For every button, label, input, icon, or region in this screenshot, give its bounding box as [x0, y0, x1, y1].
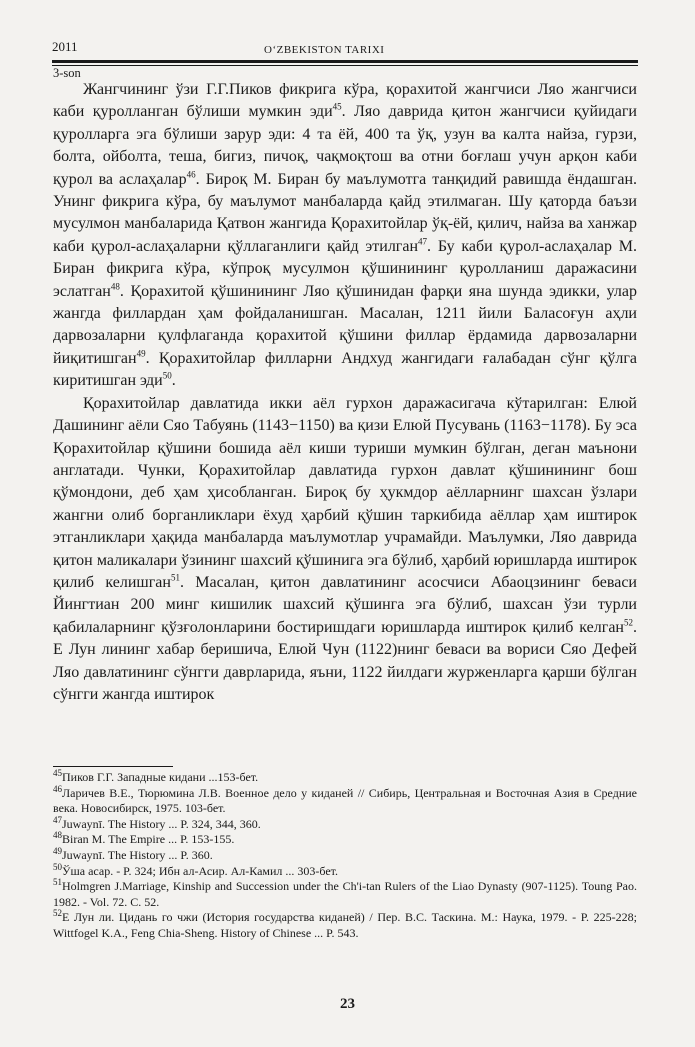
body-paragraph: Қорахитойлар давлатида икки аёл гурхон даражасигача кўтарилган: Елюй Дашининг аёли Сяо Табуянь (1143−1150) ва қизи Елюй Пусувань (1163−1178). Бу эса Қорахитойлар қўшини бошида аёл киши туриши мумкин бўлган, деган маънони англатади. Чунки, Қорахитойлар давлатида гурхон давлат қўшинининг бош қўмондони, деб ҳам ҳисобланган. Бироқ бу ҳукмдор аёлларнинг шахсан ўзлари жангни олиб борганликлари ёхуд ҳарбий қўшин таркибида аёллар ҳам иштирок этганликлари ҳақида манбаларда маълумотлар учрамайди. Маълумки, Ляо даврида қитон маликалари ўзининг шахсий қўшинига эга бўлиб, ҳарбий юришларда иштирок қилиб келишган$^{51}$. Масалан, қитон давлатининг асосчиси Абаоцзининг беваси Йингтиан 200 минг кишилик шахсий қўшинга эга бўлиб, шахсан ўзи турли қабилаларнинг қўзғолонларини бостиришдаги юришларда иштирок қилиб келган$^{52}$. Е Лун лининг хабар беришича, Елюй Чун (1122)нинг беваси ва вориси Сяо Дефей Ляо давлатининг сўнгги даврларида, яъни, 1122 йилдаги журженларга қарши бўлган сўнгги жангда иштирок	[53, 394, 637, 703]
footnote-number: 52	[53, 908, 62, 919]
page-number: 23	[340, 996, 355, 1012]
footnote-item: $^{49}$Juwaynī. The History ... P. 360.	[53, 845, 213, 862]
footnote-number: 50	[53, 861, 62, 872]
body-paragraph: Жангчининг ўзи Г.Г.Пиков фикрига кўра, қорахитой жангчиси Ляо жангчиси каби қуролланган бўлиши мумкин эди$^{45}$. Ляо даврида қитон жангчиси қуйидаги қуролларга эга бўлиши зарур эди: 4 та ёй, 400 та ўқ, узун ва калта найза, гурзи, болта, ойболта, теша, бигиз, пичоқ, чақмоқтош ва отни боғлаш учун арқон каби қурол ва аслаҳалар$^{46}$. Бироқ М. Биран бу маълумотга танқидий равишда ёндашган. Унинг фикрига кўра, бу маълумот манбаларда қайд этилмаган. Шу қаторда баъзи мусулмон манбаларида Қатвон жангида Қорахитойлар ўқ-ёй, қилич, найза ва ханжар каби қурол-аслаҳаларни қўллаганлиги қайд этилган$^{47}$. Бу каби қурол-аслаҳалар М. Биран фикрига кўра, кўпроқ мусулмон қўшинининг қуролланиш даражасини эслатган$^{48}$. Қорахитой қўшинининг Ляо қўшинидан фарқи яна шунда эдикки, улар жангда филлардан ҳам фойдаланишган. Масалан, 1211 йили Баласоғун аҳли дарвозаларни қулфлаганда қорахитой қўшини филлар ёрдамида дарвозаларни йиқитишган$^{49}$. Қорахитойлар филларни Андхуд жангидаги ғалабадан сўнг қўлга киритишган эди$^{50}$.	[53, 81, 638, 390]
footnote-item: $^{48}$Biran M. The Empire ... P. 153-155.	[53, 830, 235, 847]
footnote-item: $^{45}$Пиков Г.Г. Западные кидани ...153-бет.	[53, 768, 259, 784]
footnote-item: $^{46}$Ларичев В.Е., Тюрюмина Л.В. Военное дело у киданей // Сибирь, Центральная и Восточная Азия в Средние века. Новосибирск, 1975. 103-бет.	[53, 783, 637, 816]
footnote-number: 51	[53, 877, 62, 888]
header-year: 2011	[52, 39, 78, 54]
footnote-ref: 47	[418, 236, 428, 247]
article-body	[53, 79, 637, 706]
footnote-ref: 46	[186, 169, 196, 180]
footnote-number: 47	[53, 814, 62, 825]
footnote-ref: 48	[110, 281, 120, 292]
footnote-item: $^{47}$Juwaynī. The History ... P. 324, 344, 360.	[53, 814, 261, 831]
footnote-number: 49	[53, 845, 62, 856]
header-rule-thick	[52, 60, 638, 63]
header-rule-thin	[52, 65, 638, 66]
footnote-ref: 45	[332, 102, 342, 113]
footnote-item: $^{52}$Е Лун ли. Цидань го чжи (История государства киданей) / Пер. В.С. Таскина. М.: Наука, 1979. - P. 225-228; Wittfogel K.A., Feng Chia-Sheng. History of Chinese ... P. 543.	[53, 908, 637, 940]
footnote-ref: 49	[136, 348, 146, 359]
footnote-separator	[53, 766, 173, 767]
footnote-number: 45	[53, 768, 62, 778]
footnotes	[53, 770, 637, 942]
footnote-item: $^{51}$Holmgren J.Marriage, Kinship and Succession under the Ch'i-tan Rulers of the Liao Dynasty (907-1125). Toung Pao. 1982. - Vol. 72. C. 52.	[53, 877, 637, 909]
footnote-ref: 51	[170, 572, 180, 583]
journal-title: O‘ZBEKISTON TARIXI	[264, 44, 385, 56]
issue-number: 3-son	[53, 66, 81, 80]
footnote-number: 48	[53, 830, 62, 841]
footnote-item: $^{50}$Ўша асар. - P. 324; Ибн ал-Асир. Ал-Камил ... 303-бет.	[53, 861, 339, 878]
footnote-number: 46	[53, 783, 62, 794]
footnote-ref: 50	[162, 370, 172, 381]
footnote-ref: 52	[624, 617, 633, 628]
running-header	[50, 38, 638, 60]
